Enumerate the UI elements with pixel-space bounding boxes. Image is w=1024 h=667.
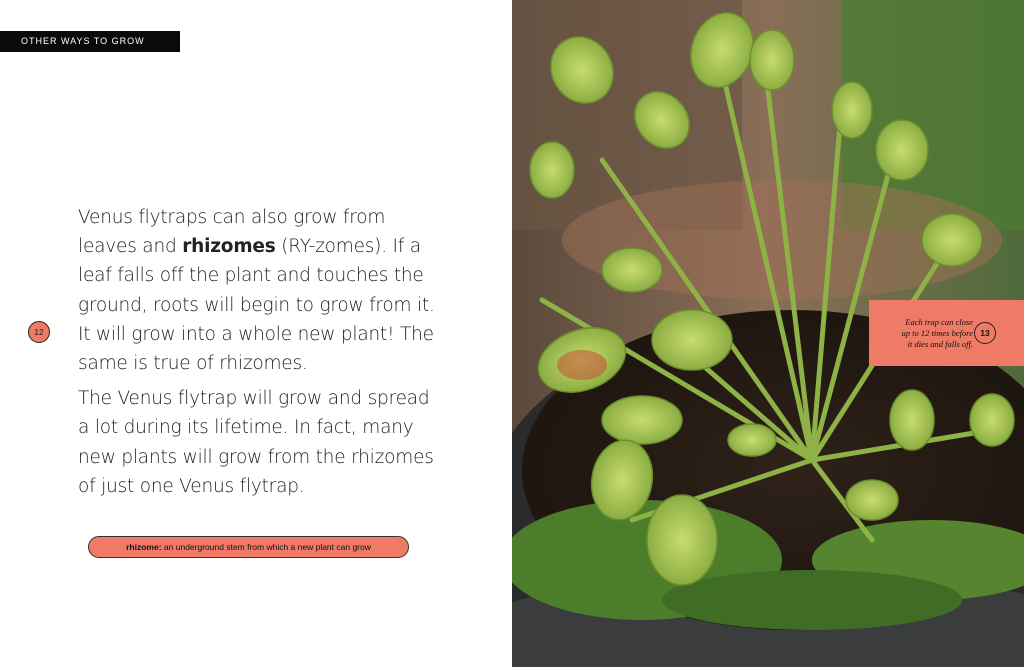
- glossary-term: rhizome:: [126, 542, 162, 552]
- callout-text: [869, 317, 973, 350]
- page-number-left: 12: [28, 321, 50, 343]
- callout-box: [869, 300, 1024, 366]
- callout-line-1: Each trap can close: [905, 317, 973, 327]
- body-text: [78, 203, 438, 507]
- glossary-box: [88, 536, 409, 558]
- page-number-right: 13: [974, 322, 996, 344]
- term-rhizomes: rhizomes: [182, 236, 276, 258]
- paragraph-1: [78, 203, 438, 378]
- paragraph-2: The Venus flytrap will grow and spread a lot during its lifetime. In fact, many new plants will grow from the rhizomes of just one Venus flytrap.: [78, 388, 434, 497]
- callout-line-3: it dies and falls off.: [907, 339, 973, 349]
- section-header: OTHER WAYS TO GROW: [0, 31, 180, 52]
- paragraph-1-after: (RY-zomes). If a leaf falls off the plant and touches the ground, roots will begin to grow from it. It will grow into a whole new plant! The same is true of rhizomes.: [78, 236, 435, 375]
- callout-line-2: up to 12 times before: [901, 328, 973, 338]
- glossary-definition: an underground stem from which a new plant can grow: [163, 542, 371, 552]
- paragraph-1-before: Venus flytraps can also grow from leaves and: [78, 207, 386, 258]
